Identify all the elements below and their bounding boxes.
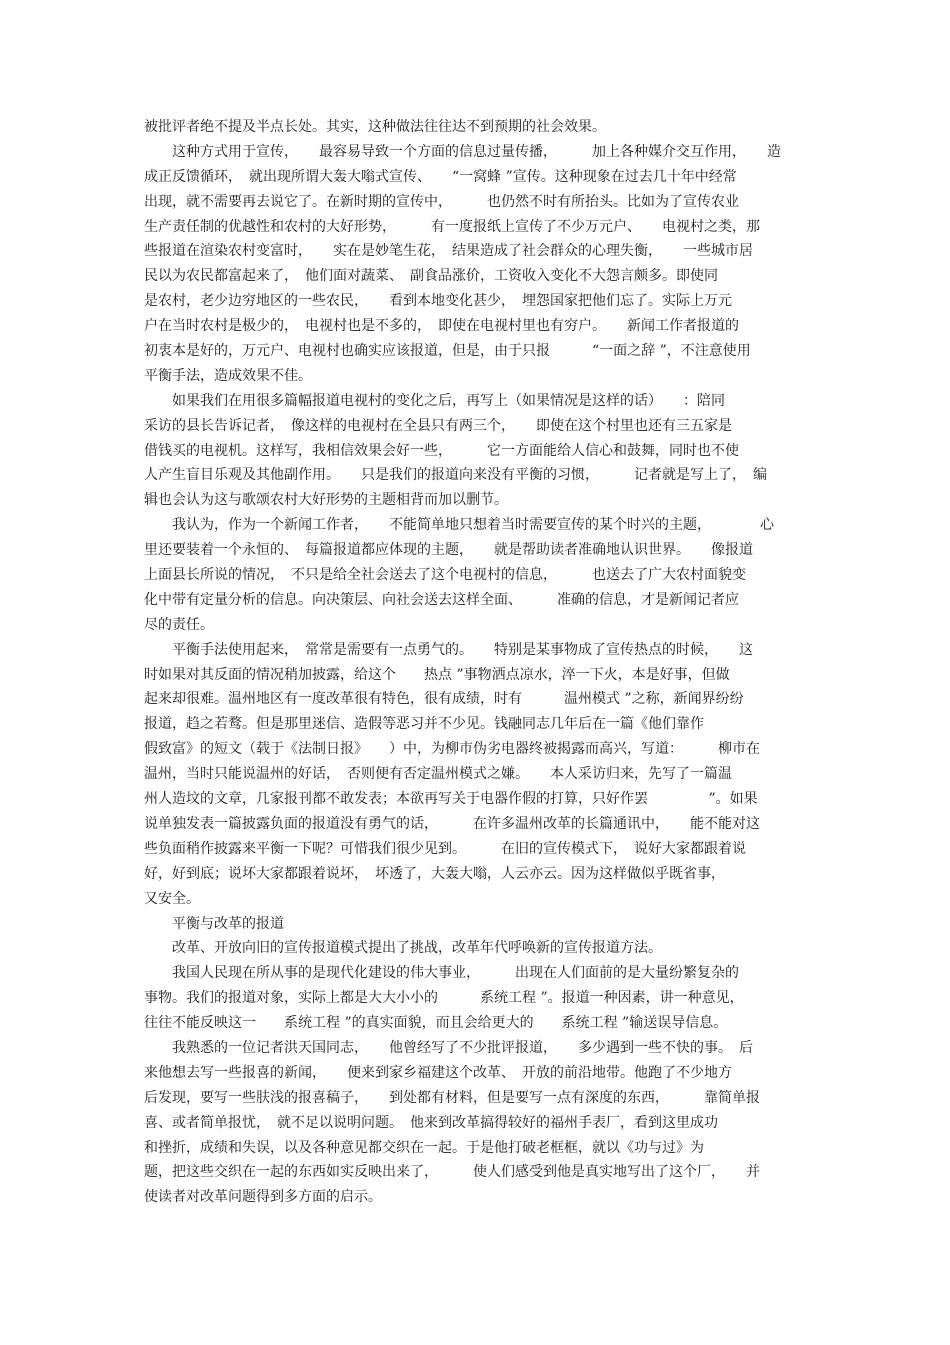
article-body: [144, 115, 814, 1210]
text-line: 里还要装着一个永恒的、 每篇报道都应体现的主题， 就是帮助读者准确地认识世界。 像报道: [144, 542, 753, 559]
text-line: 初衷本是好的，万元户、电视村也确实应该报道，但是，由于只报 “一面之辞 ”，不注意使用: [144, 343, 751, 360]
text-line: 假致富》的短文（载于《法制日报》 ）中，为柳市伪劣电器终被揭露而高兴，写道： 柳市在: [144, 741, 760, 758]
text-line: 尽的责任。: [144, 616, 214, 633]
text-line: 说单独发表一篇披露负面的报道没有勇气的话， 在许多温州改革的长篇通讯中， 能不能对这: [144, 815, 760, 832]
text-line: 喜、或者简单报忧， 就不足以说明问题。 他来到改革搞得较好的福州手表厂，看到这里成功: [144, 1114, 718, 1131]
text-line: 改革、开放向旧的宣传报道模式提出了挑战，改革年代呼唤新的宣传报道方法。: [144, 940, 662, 957]
text-line: 上面县长所说的情况， 不只是给全社会送去了这个电视村的信息， 也送去了广大农村面貌变: [144, 567, 746, 584]
text-line: 生产责任制的优越性和农村的大好形势， 有一度报纸上宣传了不少万元户、 电视村之类，那: [144, 218, 760, 235]
text-line: 温州，当时只能说温州的好话， 否则便有否定温州模式之嫌。 本人采访归来，先写了一篇温: [144, 766, 732, 783]
text-line: 州人造坟的文章，几家报刊都不敢发表；本欲再写关于电器作假的打算，只好作罢 ”。如果: [144, 791, 758, 808]
text-line: 来他想去写一些报喜的新闻， 便来到家乡福建这个改革、 开放的前沿地带。他跑了不少地方: [144, 1064, 732, 1081]
text-line: 报道，趋之若鹜。但是那里迷信、造假等恶习并不少见。钱融同志几年后在一篇《他们靠作: [144, 716, 704, 733]
text-line: 平衡手法使用起来， 常常是需要有一点勇气的。 特别是某事物成了宣传热点的时候， 这: [144, 641, 753, 658]
text-line: 我熟悉的一位记者洪天国同志， 他曾经写了不少批评报道， 多少遇到一些不快的事。 后: [144, 1039, 753, 1056]
text-line: 户在当时农村是极少的， 电视村也是不多的， 即使在电视村里也有穷户。 新闻工作者报道的: [144, 318, 739, 335]
text-line: 成正反馈循环， 就出现所谓大轰大嗡式宣传、 “一窝蜂 ”宣传。这种现象在过去几十年中经常: [144, 168, 737, 185]
text-line: 我国人民现在所从事的是现代化建设的伟大事业， 出现在人们面前的是大量纷繁复杂的: [144, 965, 739, 982]
text-line: 民以为农民都富起来了， 他们面对蔬菜、 副食品涨价，工资收入变化不大怨言颇多。即使同: [144, 268, 718, 285]
text-line: 好，好到底；说坏大家都跟着说坏， 坏透了，大轰大嗡，人云亦云。因为这样做似乎既省事，: [144, 865, 725, 882]
text-line: 我认为，作为一个新闻工作者， 不能简单地只想着当时需要宣传的某个时兴的主题， 心: [144, 517, 774, 534]
text-line: 往往不能反映这一 系统工程 ”的真实面貌，而且会给更大的 系统工程 ”输送误导信息。: [144, 1015, 728, 1032]
text-line: 借钱买的电视机。这样写，我相信效果会好一些， 它一方面能给人信心和鼓舞，同时也不使: [144, 442, 739, 459]
text-line: 这种方式用于宣传， 最容易导致一个方面的信息过量传播， 加上各种媒介交互作用， 造: [144, 143, 781, 160]
text-line: 采访的县长告诉记者， 像这样的电视村在全县只有两三个， 即使在这个村里也还有三五家是: [144, 417, 732, 434]
text-line: 时如果对其反面的情况稍加披露，给这个 热点 ”事物洒点凉水，淬一下火，本是好事，但做: [144, 666, 730, 683]
text-line: 些负面稍作披露来平衡一下呢？可惜我们很少见到。 在旧的宣传模式下， 说好大家都跟着说: [144, 840, 746, 857]
text-line: 题，把这些交织在一起的东西如实反映出来了， 使人们感受到他是真实地写出了这个厂， 并: [144, 1164, 760, 1181]
text-line: 又安全。: [144, 890, 200, 907]
text-line: 平衡与改革的报道: [144, 915, 284, 932]
text-line: 人产生盲目乐观及其他副作用。 只是我们的报道向来没有平衡的习惯， 记者就是写上了， 编: [144, 467, 767, 484]
text-line: 被批评者绝不提及半点长处。其实，这种做法往往达不到预期的社会效果。: [144, 119, 606, 135]
text-line: 化中带有定量分析的信息。向决策层、向社会送去这样全面、 准确的信息，才是新闻记者应: [144, 591, 739, 608]
text-line: 是农村，老少边穷地区的一些农民， 看到本地变化甚少， 埋怨国家把他们忘了。实际上万元: [144, 293, 732, 310]
text-line: 后发现，要写一些肤浅的报喜稿子， 到处都有材料，但是要写一点有深度的东西， 靠简单报: [144, 1089, 760, 1106]
text-line: 些报道在渲染农村变富时， 实在是妙笔生花， 结果造成了社会群众的心理失衡， 一些城市居: [144, 243, 753, 260]
text-line: 平衡手法，造成效果不佳。: [144, 367, 312, 384]
text-line: 起来却很难。温州地区有一度改革很有特色，很有成绩，时有 温州模式 ”之称，新闻界纷纷: [144, 691, 744, 708]
text-line: 如果我们在用很多篇幅报道电视村的变化之后，再写上（如果情况是这样的话） ：陪同: [144, 392, 725, 409]
text-line: 使读者对改革问题得到多方面的启示。: [144, 1189, 382, 1206]
text-line: 事物。我们的报道对象，实际上都是大大小小的 系统工程 ”。报道一种因素，讲一种意见，: [144, 990, 744, 1007]
text-line: 辑也会认为这与歌颂农村大好形势的主题相背而加以删节。: [144, 492, 508, 509]
text-line: 和挫折，成绩和失误，以及各种意见都交织在一起。于是他打破老框框，就以《功与过》为: [144, 1139, 704, 1156]
text-line: 出现，就不需要再去说它了。在新时期的宣传中， 也仍然不时有所抬头。比如为了宣传农业: [144, 193, 739, 210]
